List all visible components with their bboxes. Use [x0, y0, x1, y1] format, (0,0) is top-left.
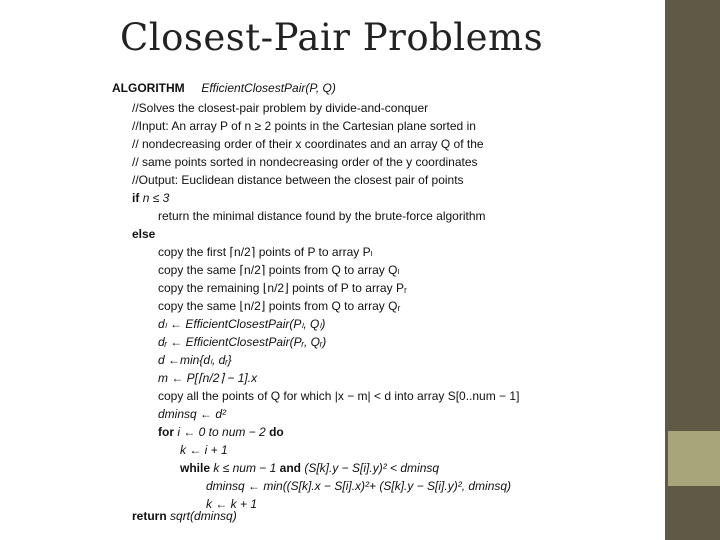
algorithm-header [112, 80, 336, 97]
code-line: copy the first ⌈n/2⌉ points of P to array Pₗ [158, 245, 373, 259]
code-line-for [158, 424, 284, 441]
slide-title: Closest-Pair Problems [120, 16, 544, 59]
code-line: dminsq ← min((S[k].x − S[i].x)²+ (S[k].y − S[i].y)², dminsq) [206, 479, 512, 493]
comment-line: //Solves the closest-pair problem by divide-and-conquer [132, 101, 429, 115]
code-line: copy the same ⌈n/2⌉ points from Q to array Qₗ [158, 263, 400, 277]
code-line: dᵣ ← EfficientClosestPair(Pᵣ, Qᵣ) [158, 335, 327, 349]
while-condition-2: (S[k].y − S[i].y)² < dminsq [304, 461, 440, 475]
keyword-return: return [132, 509, 167, 523]
code-line: copy the same ⌊n/2⌋ points from Q to array Qᵣ [158, 299, 401, 313]
comment-line: // same points sorted in nondecreasing order of the y coordinates [132, 155, 478, 169]
code-line: k ← k + 1 [206, 497, 258, 511]
while-condition-1: k ≤ num − 1 [213, 461, 277, 475]
code-line-while [180, 460, 439, 477]
code-line: copy all the points of Q for which |x − m| < d into array S[0..num − 1] [158, 389, 520, 403]
keyword-for: for [158, 425, 174, 439]
if-condition: n ≤ 3 [142, 191, 170, 205]
for-range: i ← 0 to num − 2 [177, 425, 266, 439]
code-line-if [132, 190, 169, 207]
return-value: sqrt(dminsq) [170, 509, 237, 523]
side-accent-block [668, 431, 720, 486]
code-line: m ← P[⌈n/2⌉ − 1].x [158, 371, 258, 385]
code-line: return the minimal distance found by the brute-force algorithm [158, 209, 486, 223]
code-line-return [132, 508, 237, 525]
code-line: k ← i + 1 [180, 443, 228, 457]
comment-line: // nondecreasing order of their x coordinates and an array Q of the [132, 137, 484, 151]
algorithm-signature: EfficientClosestPair(P, Q) [201, 81, 336, 95]
code-line: dₗ ← EfficientClosestPair(Pₗ, Qₗ) [158, 317, 326, 331]
comment-line: //Input: An array P of n ≥ 2 points in the Cartesian plane sorted in [132, 119, 476, 133]
keyword-do: do [269, 425, 284, 439]
code-line: copy the remaining ⌊n/2⌋ points of P to array Pᵣ [158, 281, 407, 295]
comment-line: //Output: Euclidean distance between the closest pair of points [132, 173, 464, 187]
keyword-if: if [132, 191, 140, 205]
code-line-else [132, 226, 155, 243]
keyword-while: while [180, 461, 211, 475]
algorithm-pseudocode-image [110, 78, 582, 525]
keyword-and: and [279, 461, 301, 475]
side-divider-line [663, 0, 665, 540]
algorithm-keyword: ALGORITHM [112, 81, 185, 95]
code-line: dminsq ← d² [158, 407, 227, 421]
keyword-else: else [132, 227, 156, 241]
code-line: d ←min{dₗ, dᵣ} [158, 353, 232, 367]
